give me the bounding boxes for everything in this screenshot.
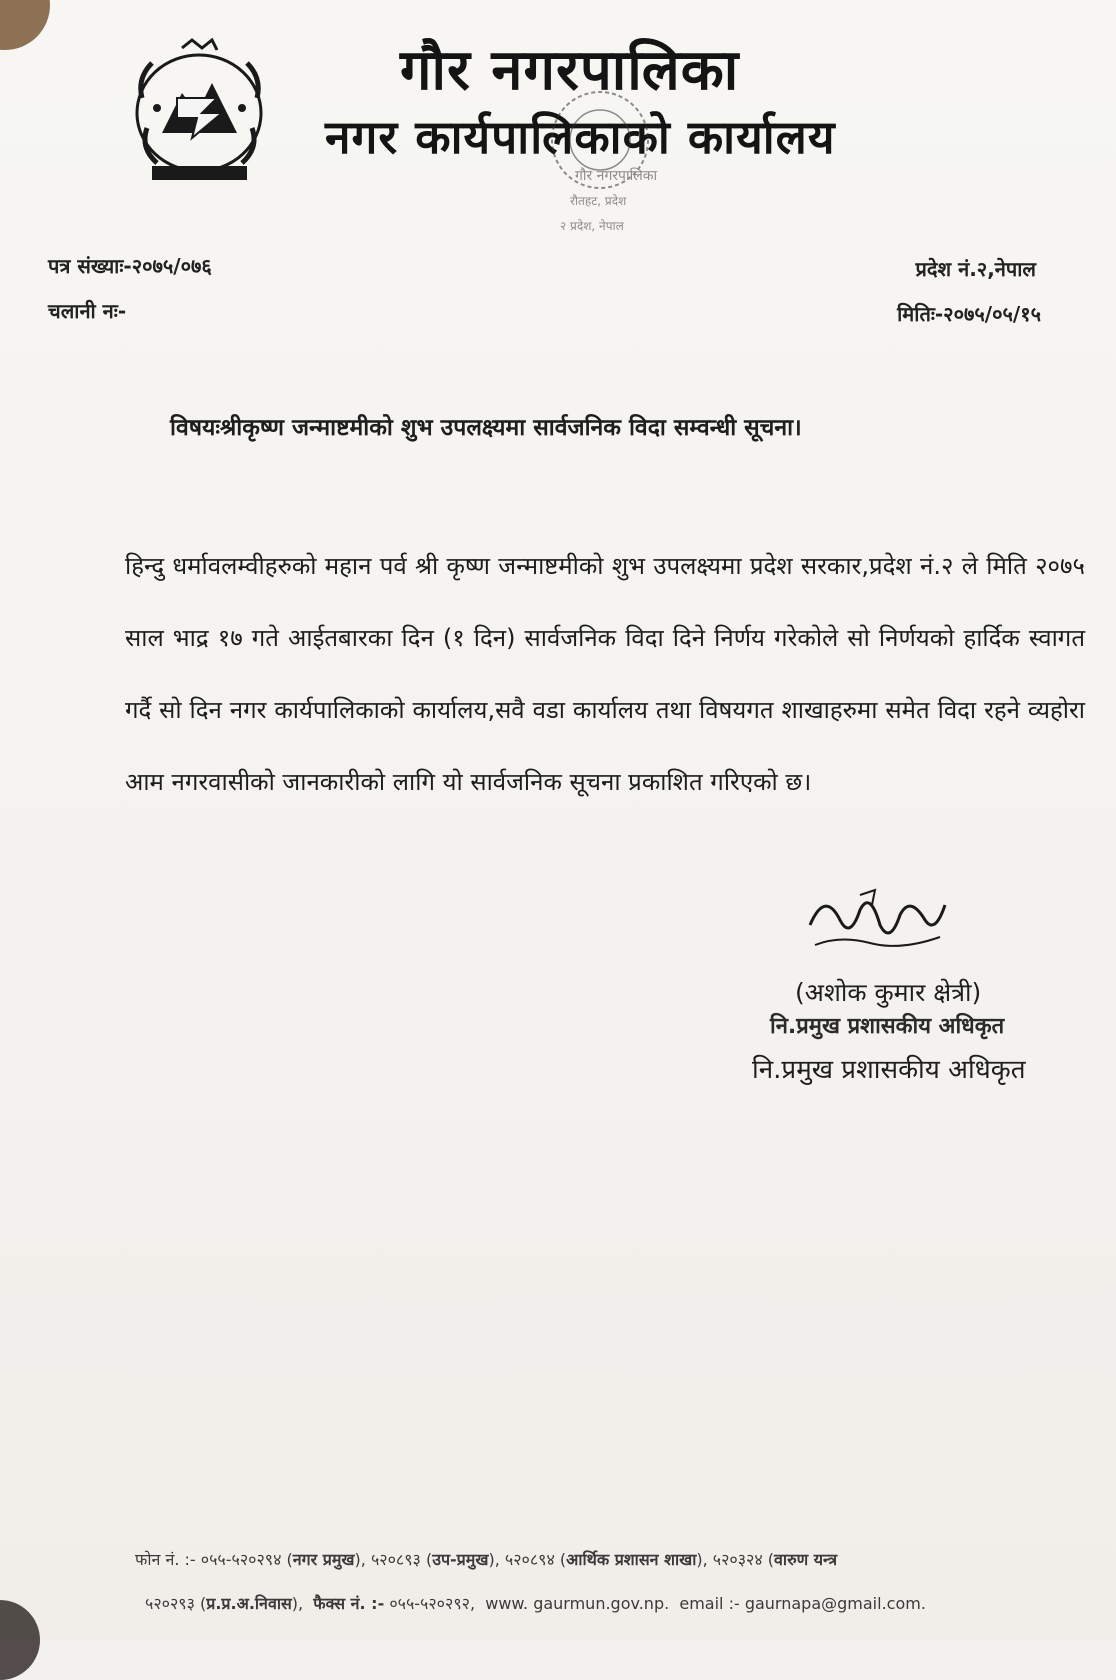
office-title-line1: गौर नगरपालिका	[400, 38, 740, 103]
nepal-emblem-icon	[122, 38, 277, 188]
residence-label: प्र.प्र.अ.निवास	[206, 1594, 292, 1613]
svg-text:गौर नगरपालिका: गौर नगरपालिका	[575, 168, 658, 184]
phone-main: ०५५-५२०२९४	[200, 1550, 282, 1569]
office-title-line2: नगर कार्यपालिकाको कार्यालय	[325, 110, 836, 164]
svg-text:रौतहट, प्रदेश: रौतहट, प्रदेश	[570, 194, 627, 208]
mayor-label: नगर प्रमुख	[292, 1550, 355, 1569]
office-seal-stamp	[520, 80, 710, 250]
phone-label: फोन नं. :-	[135, 1550, 196, 1569]
email-label: email :-	[679, 1594, 740, 1613]
letter-date: मितिः-२०७५/०५/१५	[897, 302, 1041, 326]
province-label: प्रदेश नं.२,नेपाल	[915, 257, 1036, 281]
finance-label: आर्थिक प्रशासन शाखा	[566, 1550, 697, 1569]
corner-shadow-top-left	[0, 0, 50, 50]
signatory-name: (अशोक कुमार क्षेत्री)	[795, 978, 982, 1007]
signatory-title: नि.प्रमुख प्रशासकीय अधिकृत	[752, 1055, 1026, 1085]
website-link[interactable]: www. gaurmun.gov.np.	[485, 1594, 670, 1613]
finance-phone: ५२०३२४	[712, 1550, 763, 1569]
deputy-label: उप-प्रमुख	[432, 1550, 489, 1569]
fax-number: ०५५-५२०२९२	[389, 1594, 470, 1613]
signatory-stamp-title: नि.प्रमुख प्रशासकीय अधिकृत	[770, 1014, 1005, 1039]
letter-body: हिन्दु धर्मावलम्वीहरुको महान पर्व श्री कृष्ण जन्माष्टमीको शुभ उपलक्ष्यमा प्रदेश सरकार,प्रदेश नं.२ ले मिति २०७५ साल भाद्र १७ गते आईतबारका दिन (१ दिन) सार्वजनिक विदा दिने निर्णय गरेकोले सो निर्णयको हार्दिक स्वागत गर्दै सो दिन नगर कार्यपालिकाको कार्यालय,सवै वडा कार्यालय तथा विषयगत शाखाहरुमा समेत विदा रहने व्यहोरा आम नगरवासीको जानकारीको लागि यो सार्वजनिक सूचना प्रकाशित गरिएको छ।	[125, 552, 1085, 796]
footer-contact-line2: ५२०२९३ (प्र.प्र.अ.निवास), फैक्स नं. :- ०५५-५२०२९२, www. gaurmun.gov.np. email :- gaurnapa@gmail.com.	[145, 1594, 926, 1613]
warun-label: वारुण यन्त्र	[774, 1550, 838, 1569]
letter-subject: विषयःश्रीकृष्ण जन्माष्टमीको शुभ उपलक्ष्यमा सार्वजनिक विदा सम्वन्धी सूचना।	[170, 415, 802, 441]
email-link[interactable]: gaurnapa@gmail.com.	[744, 1594, 926, 1613]
signature-icon	[800, 885, 950, 960]
footer-contact-line1: फोन नं. :- ०५५-५२०२९४ (नगर प्रमुख), ५२०८९३ (उप-प्रमुख), ५२०८९४ (आर्थिक प्रशासन शाखा), ५२०३२४ (वारुण यन्त्र	[135, 1550, 838, 1569]
fax-label: फैक्स नं. :-	[313, 1594, 385, 1613]
letter-number: पत्र संख्याः-२०७५/०७६	[48, 254, 212, 278]
dispatch-number: चलानी नः-	[48, 299, 127, 323]
mayor-phone: ५२०८९३	[370, 1550, 421, 1569]
corner-shadow-bottom-left	[0, 1600, 40, 1680]
svg-text:२ प्रदेश, नेपाल: २ प्रदेश, नेपाल	[560, 219, 624, 233]
deputy-phone: ५२०८९४	[504, 1550, 555, 1569]
warun-phone: ५२०२९३	[145, 1594, 195, 1613]
